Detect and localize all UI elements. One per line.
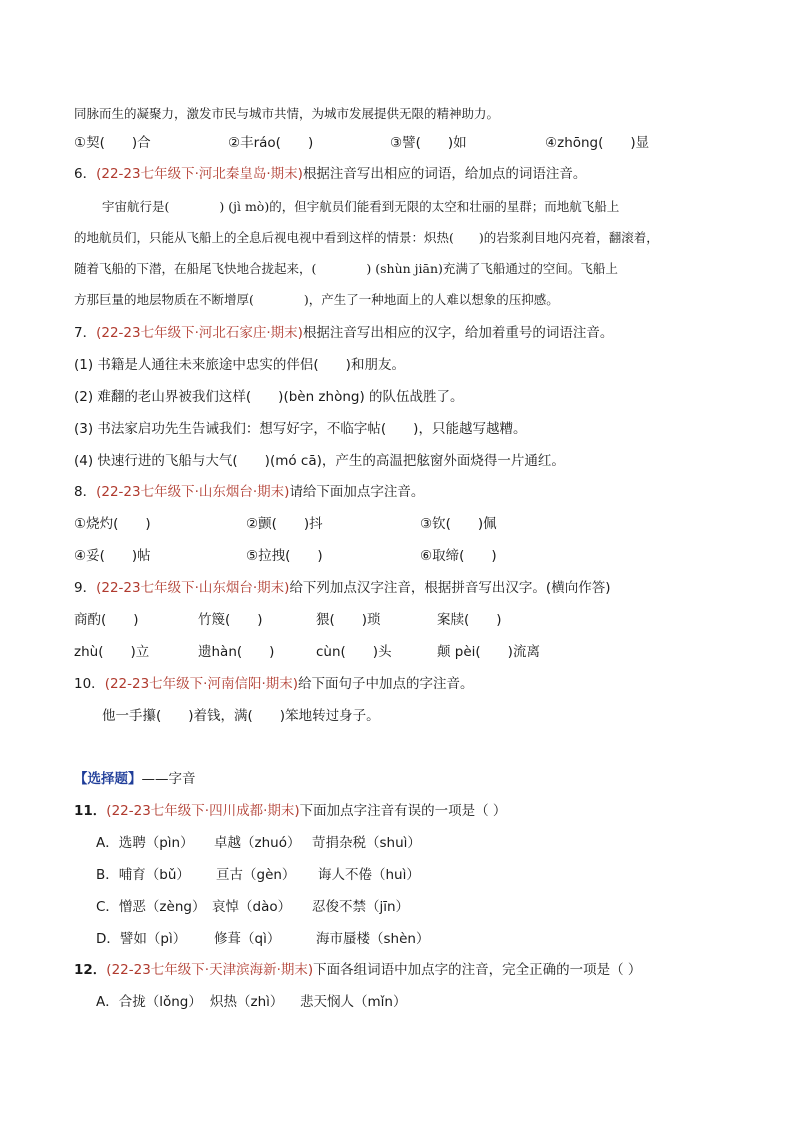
q9-item-2: 竹篾( ) (198, 612, 263, 628)
q12-number: 12． (74, 962, 107, 978)
q8-item-1: ①烧灼( ) (74, 516, 151, 532)
q11-option-d-part-2: 修葺（qì） (214, 931, 281, 947)
q9-item-1: 商酌( ) (74, 612, 139, 628)
q8-prompt: 请给下面加点字注音。 (289, 484, 425, 500)
intro-line: 同脉而生的凝聚力，激发市民与城市共情，为城市发展提供无限的精神助力。 (74, 106, 500, 121)
q12-option-a-part-2: 炽热（zhì） (210, 994, 284, 1010)
q11-prompt: 下面加点字注音有误的一项是（ ） (299, 803, 507, 819)
q12-prompt: 下面各组词语中加点字的注音，完全正确的一项是（ ） (313, 962, 642, 978)
q10-number: 10． (74, 676, 105, 692)
q5-item-2: ②丰ráo( ) (228, 135, 314, 151)
q5-item-1: ①契( )合 (74, 135, 151, 151)
q11-option-c-part-2: 哀悼（dào） (212, 899, 292, 915)
q7-item-1: (1) 书籍是人通往未来旅途中忠实的伴侣( )和朋友。 (74, 357, 405, 373)
q7-number: 7． (74, 325, 97, 341)
q7-item-2: (2) 难翻的老山界被我们这样( )(bèn zhòng) 的队伍战胜了。 (74, 389, 464, 405)
section-subtitle: ——字音 (141, 771, 196, 787)
q8-item-4: ④妥( )帖 (74, 548, 151, 564)
q8-item-2: ②颤( )抖 (246, 516, 323, 532)
q7-item-4: (4) 快速行进的飞船与大气( )(mó cā)，产生的高温把舷窗外面烧得一片通红。 (74, 453, 565, 469)
q6-passage-line-1: 宇宙航行是( ) (jì mò)的，但宇航员们能看到无限的太空和壮丽的星群；而地航飞船上 (102, 199, 620, 214)
q7-question (74, 323, 613, 343)
q11-option-b-part-3: 诲人不倦（huì） (318, 867, 420, 883)
q6-prompt: 根据注音写出相应的词语，给加点的词语注音。 (302, 166, 587, 182)
q9-item-3: 猥( )琐 (316, 612, 381, 628)
q6-passage-line-2: 的地航员们，只能从飞船上的全息后视电视中看到这样的情景：炽热( )的岩浆刹目地闪亮着，翻滚着， (74, 230, 659, 245)
q9-item-6: 遗hàn( ) (198, 644, 275, 660)
q8-item-5: ⑤拉拽( ) (246, 548, 323, 564)
q9-prompt: 给下列加点汉字注音，根据拼音写出汉字。(横向作答) (289, 580, 611, 596)
q11-question (74, 801, 506, 821)
q9-item-4: 案牍( ) (437, 612, 502, 628)
q11-source: (22-23七年级下·四川成都·期末) (106, 803, 300, 819)
q7-prompt: 根据注音写出相应的汉字，给加着重号的词语注音。 (302, 325, 614, 341)
q11-option-c-part-1: C．憎恶（zèng） (96, 899, 206, 915)
q11-option-a-part-3: 苛捐杂税（shuì） (312, 835, 421, 851)
q10-prompt: 给下面句子中加点的字注音。 (298, 676, 474, 692)
q11-option-c-part-3: 忍俊不禁（jīn） (312, 899, 410, 915)
q11-option-b-part-2: 亘古（gèn） (216, 867, 296, 883)
q8-source: (22-23七年级下·山东烟台·期末) (96, 484, 290, 500)
q10-source: (22-23七年级下·河南信阳·期末) (104, 676, 299, 692)
q7-item-3: (3) 书法家启功先生告诫我们：想写好字，不临字帖( )，只能越写越糟。 (74, 421, 527, 437)
q12-question (74, 960, 641, 980)
q9-item-5: zhù( )立 (74, 644, 150, 660)
q6-passage-line-4: 方那巨量的地层物质在不断增厚( )，产生了一种地面上的人难以想象的压抑感。 (74, 292, 559, 307)
q9-question (74, 578, 610, 598)
q6-source: (22-23七年级下·河北秦皇岛·期末) (96, 166, 303, 182)
q11-number: 11． (74, 803, 107, 819)
q9-number: 9． (74, 580, 97, 596)
q11-option-d-part-1: D．譬如（pì） (96, 931, 187, 947)
q11-option-b-part-1: B．哺育（bǔ） (96, 867, 190, 883)
q5-item-3: ③譬( )如 (390, 135, 467, 151)
q5-item-4: ④zhōng( )显 (545, 135, 650, 151)
q8-item-3: ③钦( )佩 (420, 516, 497, 532)
q8-question (74, 482, 424, 502)
section-heading (74, 769, 196, 789)
q10-sentence: 他一手攥( )着钱，满( )笨地转过身子。 (102, 708, 380, 724)
q8-item-6: ⑥取缔( ) (420, 548, 497, 564)
q6-passage-line-3: 随着飞船的下潜，在船尾飞快地合拢起来，( ) (shùn jiān)充满了飞船通过的空间。飞船上 (74, 261, 618, 276)
q11-option-d-part-3: 海市蜃楼（shèn） (316, 931, 430, 947)
q8-number: 8． (74, 484, 97, 500)
q9-source: (22-23七年级下·山东烟台·期末) (96, 580, 290, 596)
q12-option-a-part-3: 悲天悯人（mǐn） (300, 994, 407, 1010)
q9-item-7: cùn( )头 (316, 644, 392, 660)
q6-question (74, 164, 586, 184)
q6-number: 6． (74, 166, 97, 182)
q7-source: (22-23七年级下·河北石家庄·期末) (96, 325, 303, 341)
q9-item-8: 颠 pèi( )流离 (437, 644, 540, 660)
section-title: 【选择题】 (74, 771, 142, 787)
q12-source: (22-23七年级下·天津滨海新·期末) (106, 962, 314, 978)
q11-option-a-part-1: A．选聘（pìn） (96, 835, 194, 851)
q11-option-a-part-2: 卓越（zhuó） (214, 835, 301, 851)
q10-question (74, 674, 474, 694)
q12-option-a-part-1: A．合拢（lǒng） (96, 994, 202, 1010)
